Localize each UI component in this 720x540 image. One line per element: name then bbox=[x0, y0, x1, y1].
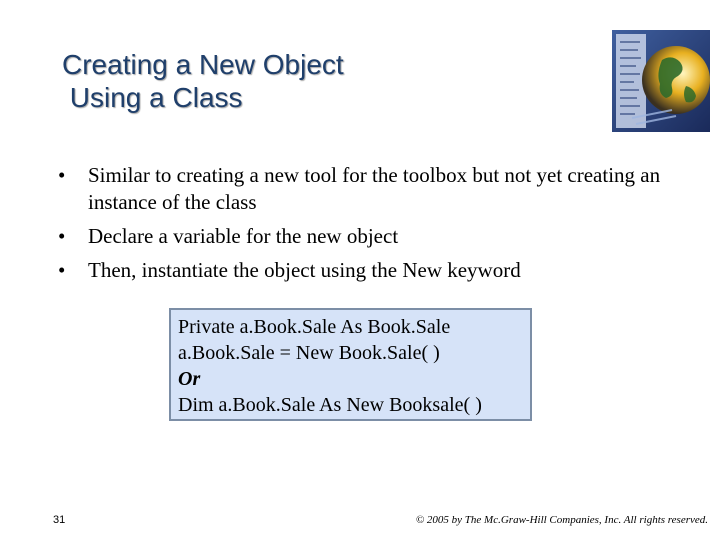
slide-title bbox=[62, 48, 344, 114]
list-item bbox=[58, 223, 678, 250]
bullet-text: Then, instantiate the object using the New keyword bbox=[88, 258, 521, 282]
title-line-2: Using a Class bbox=[62, 82, 243, 113]
bullet-dot: • bbox=[58, 224, 66, 248]
globe-computer-logo-icon bbox=[612, 30, 710, 132]
code-line: a.Book.Sale = New Book.Sale( ) bbox=[178, 342, 440, 364]
title-line-1: Creating a New Object bbox=[62, 49, 344, 80]
bullet-text: Declare a variable for the new object bbox=[88, 224, 399, 248]
code-or-label: Or bbox=[178, 368, 201, 390]
list-item bbox=[58, 257, 678, 284]
code-line: Dim a.Book.Sale As New Booksale( ) bbox=[178, 394, 482, 416]
bullet-list bbox=[58, 162, 678, 291]
list-item bbox=[58, 162, 678, 216]
copyright-notice: © 2005 by The Mc.Graw-Hill Companies, Inc. All rights reserved. bbox=[415, 514, 708, 526]
bullet-text: Similar to creating a new tool for the toolbox but not yet creating an instance of the class bbox=[88, 163, 661, 214]
bullet-dot: • bbox=[58, 258, 66, 282]
page-number: 31 bbox=[53, 514, 66, 526]
bullet-dot: • bbox=[58, 163, 66, 187]
code-example-box bbox=[169, 308, 532, 421]
code-line: Private a.Book.Sale As Book.Sale bbox=[178, 316, 451, 338]
